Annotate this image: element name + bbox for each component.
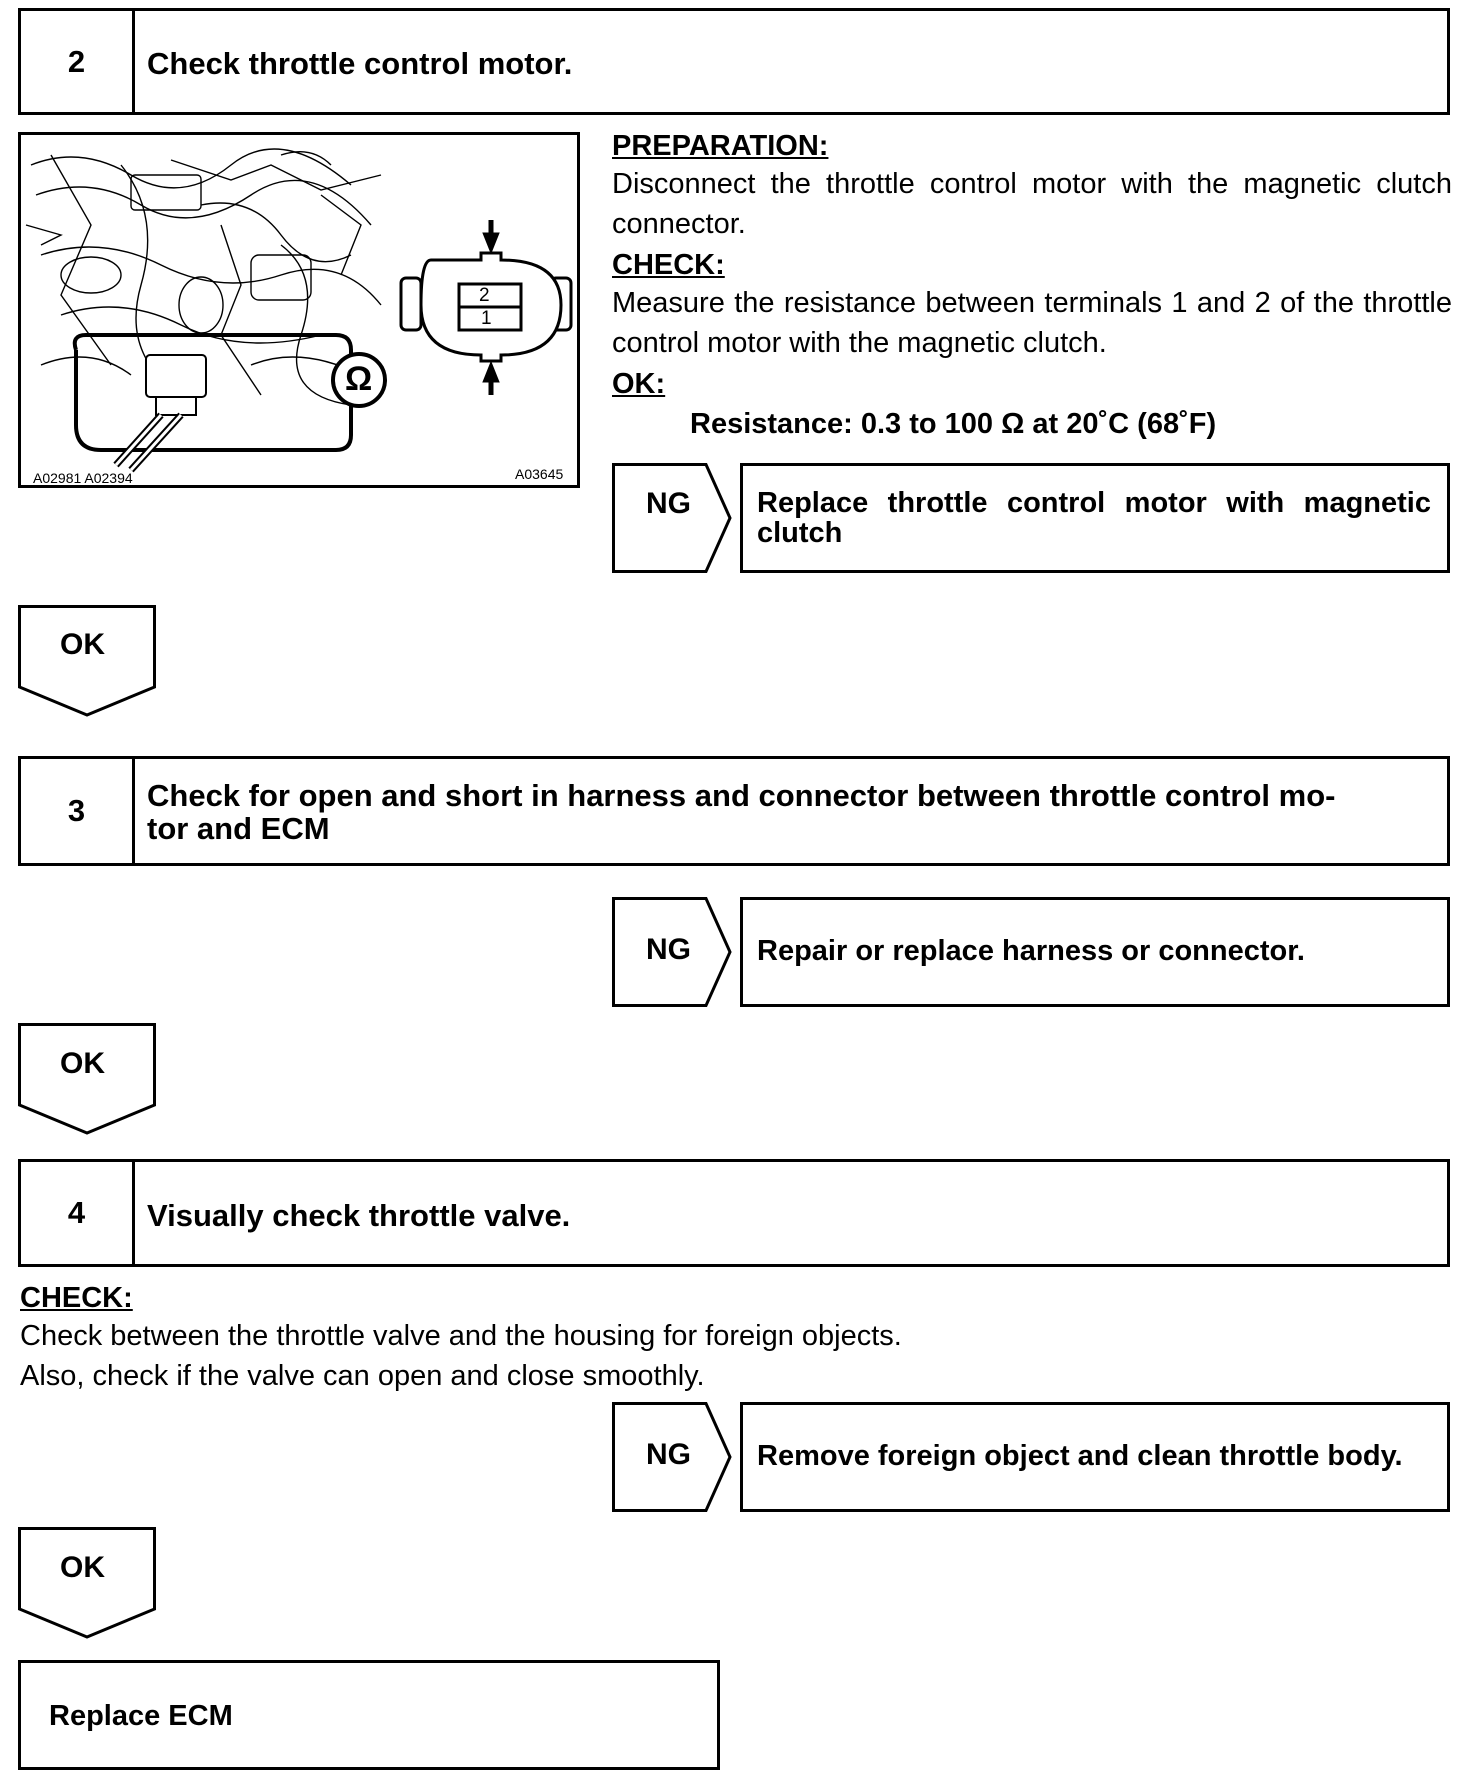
throttle-motor-figure — [18, 132, 580, 488]
step-2-header — [18, 8, 1450, 115]
final-action: Replace ECM — [49, 1700, 233, 1732]
ok-label: OK — [60, 1551, 105, 1584]
step-2-ng-action-box — [740, 463, 1450, 573]
terminal-1-label: 1 — [481, 308, 492, 329]
terminal-2-label: 2 — [479, 285, 490, 306]
preparation-text: Disconnect the throttle control motor with the magnetic clutch connector. — [612, 168, 1452, 240]
step-3-ng-arrow — [612, 897, 732, 1007]
step-title: Visually check throttle valve. — [147, 1198, 571, 1233]
ng-action: Remove foreign object and clean throttle body. — [757, 1440, 1403, 1472]
step-3-ok-arrow — [18, 1023, 156, 1135]
ng-label: NG — [646, 933, 691, 966]
step-number: 4 — [21, 1162, 135, 1264]
check-line-1: Check between the throttle valve and the housing for foreign objects. — [20, 1320, 902, 1352]
check-heading: CHECK: — [612, 249, 725, 281]
check-heading: CHECK: — [20, 1282, 133, 1314]
ok-label: OK — [60, 1047, 105, 1080]
step-title-line-2: tor and ECM — [147, 811, 330, 846]
ok-heading: OK: — [612, 368, 666, 400]
engine-connector-illustration — [21, 135, 577, 485]
figure-code-left: A02981 A02394 — [33, 470, 133, 486]
step-title-line-1: Check for open and short in harness and connector between throttle control mo- — [147, 778, 1336, 813]
step-4-ok-arrow — [18, 1527, 156, 1639]
ng-label: NG — [646, 487, 691, 520]
check-line-2: Also, check if the valve can open and close smoothly. — [20, 1360, 705, 1392]
replace-ecm-box — [18, 1660, 720, 1770]
step-4-ng-arrow — [612, 1402, 732, 1512]
step-4-ng-action-box — [740, 1402, 1450, 1512]
figure-code-right: A03645 — [515, 466, 564, 482]
step-2-ok-arrow — [18, 605, 156, 717]
step-3-header — [18, 756, 1450, 866]
step-3-ng-action-box — [740, 897, 1450, 1007]
ng-action: Replace throttle control motor with magnetic clutch — [757, 487, 1431, 549]
preparation-heading: PREPARATION: — [612, 130, 829, 162]
ok-spec: Resistance: 0.3 to 100 Ω at 20˚C (68˚F) — [690, 408, 1217, 440]
step-number: 2 — [21, 11, 135, 112]
ok-label: OK — [60, 628, 105, 661]
ng-action: Repair or replace harness or connector. — [757, 935, 1305, 967]
step-4-header — [18, 1159, 1450, 1267]
step-number: 3 — [21, 759, 135, 863]
ohm-symbol: Ω — [345, 360, 373, 398]
check-text: Measure the resistance between terminals 1 and 2 of the throttle control motor with the magnetic clutch. — [612, 287, 1452, 359]
ng-label: NG — [646, 1438, 691, 1471]
step-2-ng-arrow — [612, 463, 732, 573]
step-title: Check throttle control motor. — [147, 46, 573, 81]
